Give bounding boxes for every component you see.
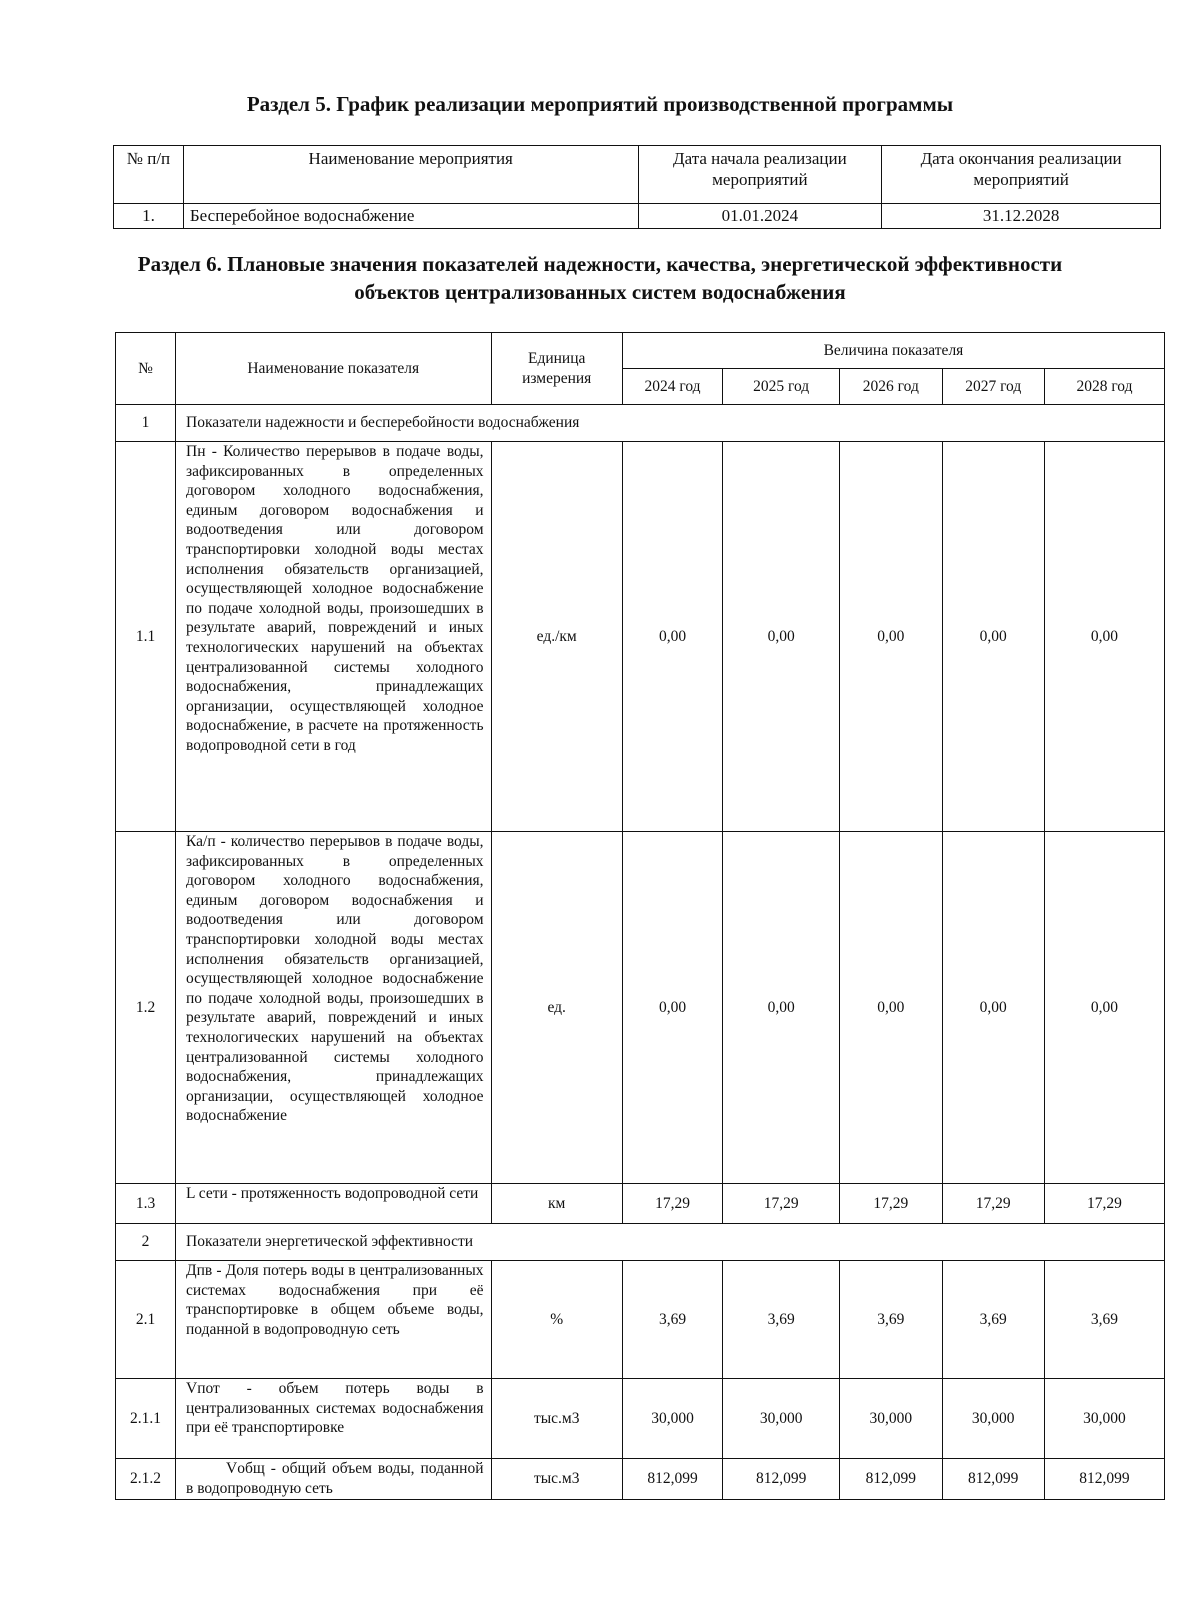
schedule-header-num: № п/п	[114, 146, 184, 204]
schedule-header-end: Дата окончания реализации мероприятий	[882, 146, 1161, 204]
section6-heading: Раздел 6. Плановые значения показателей надежности, качества, энергетической эффективности объектов централизованных систем водоснабжения	[137, 252, 1063, 304]
year-header: 2025 год	[723, 369, 840, 405]
indicator-value: 812,099	[1044, 1459, 1164, 1500]
year-header: 2028 год	[1044, 369, 1164, 405]
indicator-value: 3,69	[723, 1261, 840, 1379]
indicator-name: Vпот - объем потерь воды в централизованных системах водоснабжения при её транспортировке	[176, 1379, 492, 1459]
indicator-unit: ед./км	[491, 442, 622, 832]
schedule-end: 31.12.2028	[882, 204, 1161, 229]
indicator-value: 30,000	[1044, 1379, 1164, 1459]
indicator-value: 30,000	[723, 1379, 840, 1459]
indicator-value: 30,000	[840, 1379, 942, 1459]
schedule-header-name: Наименование мероприятия	[183, 146, 638, 204]
indicators-header-value: Величина показателя	[622, 333, 1164, 369]
indicator-row	[116, 1184, 1165, 1224]
indicator-value: 3,69	[840, 1261, 942, 1379]
group-row	[116, 1224, 1165, 1261]
schedule-row	[114, 204, 1161, 229]
group-num: 2	[116, 1224, 176, 1261]
indicator-value: 30,000	[942, 1379, 1044, 1459]
indicator-value: 3,69	[622, 1261, 722, 1379]
indicator-row	[116, 1379, 1165, 1459]
indicator-row	[116, 832, 1165, 1184]
indicator-name: L сети - протяженность водопроводной сети	[176, 1184, 492, 1224]
indicator-value: 17,29	[840, 1184, 942, 1224]
indicator-name: Ка/п - количество перерывов в подаче воды, зафиксированных в определенных договором холодного водоснабжения, единым договором водоснабжения и водоотведения или договором транспортировки холодной воды местах исполнения обязательств организацией, осуществляющей холодное водоснабжение по подаче холодной воды, произошедших в результате аварий, повреждений и иных технологических нарушений на объектах централизованной системы холодного водоснабжения, принадлежащих организации, осуществляющей холодное водоснабжение	[176, 832, 492, 1184]
indicators-header-unit: Единица измерения	[491, 333, 622, 405]
indicator-value: 812,099	[622, 1459, 722, 1500]
indicators-header-row-1	[116, 333, 1165, 369]
indicator-value: 17,29	[1044, 1184, 1164, 1224]
indicator-value: 812,099	[723, 1459, 840, 1500]
indicator-name: Vобщ - общий объем воды, поданной в водопроводную сеть	[176, 1459, 492, 1500]
indicator-value: 0,00	[942, 832, 1044, 1184]
indicator-value: 17,29	[622, 1184, 722, 1224]
indicator-name: Дпв - Доля потерь воды в централизованных системах водоснабжения при её транспортировке в общем объеме воды, поданной в водопроводную сеть	[176, 1261, 492, 1379]
indicator-unit: тыс.м3	[491, 1459, 622, 1500]
section5-heading: Раздел 5. График реализации мероприятий производственной программы	[246, 92, 954, 116]
indicator-value: 0,00	[622, 832, 722, 1184]
indicator-num: 2.1	[116, 1261, 176, 1379]
indicators-table	[115, 332, 1165, 1500]
indicator-num: 1.2	[116, 832, 176, 1184]
indicator-value: 0,00	[1044, 832, 1164, 1184]
indicator-value: 0,00	[942, 442, 1044, 832]
year-header: 2026 год	[840, 369, 942, 405]
schedule-table	[113, 145, 1161, 229]
indicator-name: Пн - Количество перерывов в подаче воды, зафиксированных в определенных договором холодного водоснабжения, единым договором водоснабжения и водоотведения или договором транспортировки холодной воды местах исполнения обязательств организацией, осуществляющей холодное водоснабжение по подаче холодной воды, произошедших в результате аварий, повреждений и иных технологических нарушений на объектах централизованной системы холодного водоснабжения, принадлежащих организации, осуществляющей холодное водоснабжение, в расчете на протяженность водопроводной сети в год	[176, 442, 492, 832]
group-num: 1	[116, 405, 176, 442]
indicator-num: 1.1	[116, 442, 176, 832]
indicators-header-name: Наименование показателя	[176, 333, 492, 405]
schedule-name: Бесперебойное водоснабжение	[183, 204, 638, 229]
indicator-num: 2.1.1	[116, 1379, 176, 1459]
indicator-value: 3,69	[942, 1261, 1044, 1379]
indicator-value: 0,00	[840, 442, 942, 832]
indicator-value: 17,29	[942, 1184, 1044, 1224]
indicator-value: 0,00	[840, 832, 942, 1184]
group-title: Показатели надежности и бесперебойности водоснабжения	[176, 405, 1165, 442]
schedule-start: 01.01.2024	[638, 204, 882, 229]
indicator-value: 0,00	[723, 442, 840, 832]
indicator-row	[116, 1261, 1165, 1379]
group-title: Показатели энергетической эффективности	[176, 1224, 1165, 1261]
indicator-value: 0,00	[723, 832, 840, 1184]
indicator-row	[116, 1459, 1165, 1500]
indicator-value: 3,69	[1044, 1261, 1164, 1379]
indicators-header-num: №	[116, 333, 176, 405]
indicator-value: 0,00	[1044, 442, 1164, 832]
indicator-value: 812,099	[942, 1459, 1044, 1500]
indicator-value: 30,000	[622, 1379, 722, 1459]
indicator-row	[116, 442, 1165, 832]
indicator-unit: км	[491, 1184, 622, 1224]
schedule-header-row	[114, 146, 1161, 204]
year-header: 2024 год	[622, 369, 722, 405]
indicator-unit: ед.	[491, 832, 622, 1184]
schedule-header-start: Дата начала реализации мероприятий	[638, 146, 882, 204]
indicator-unit: %	[491, 1261, 622, 1379]
indicator-value: 17,29	[723, 1184, 840, 1224]
indicator-value: 0,00	[622, 442, 722, 832]
indicator-value: 812,099	[840, 1459, 942, 1500]
indicator-num: 1.3	[116, 1184, 176, 1224]
year-header: 2027 год	[942, 369, 1044, 405]
indicator-num: 2.1.2	[116, 1459, 176, 1500]
indicator-unit: тыс.м3	[491, 1379, 622, 1459]
schedule-num: 1.	[114, 204, 184, 229]
group-row	[116, 405, 1165, 442]
